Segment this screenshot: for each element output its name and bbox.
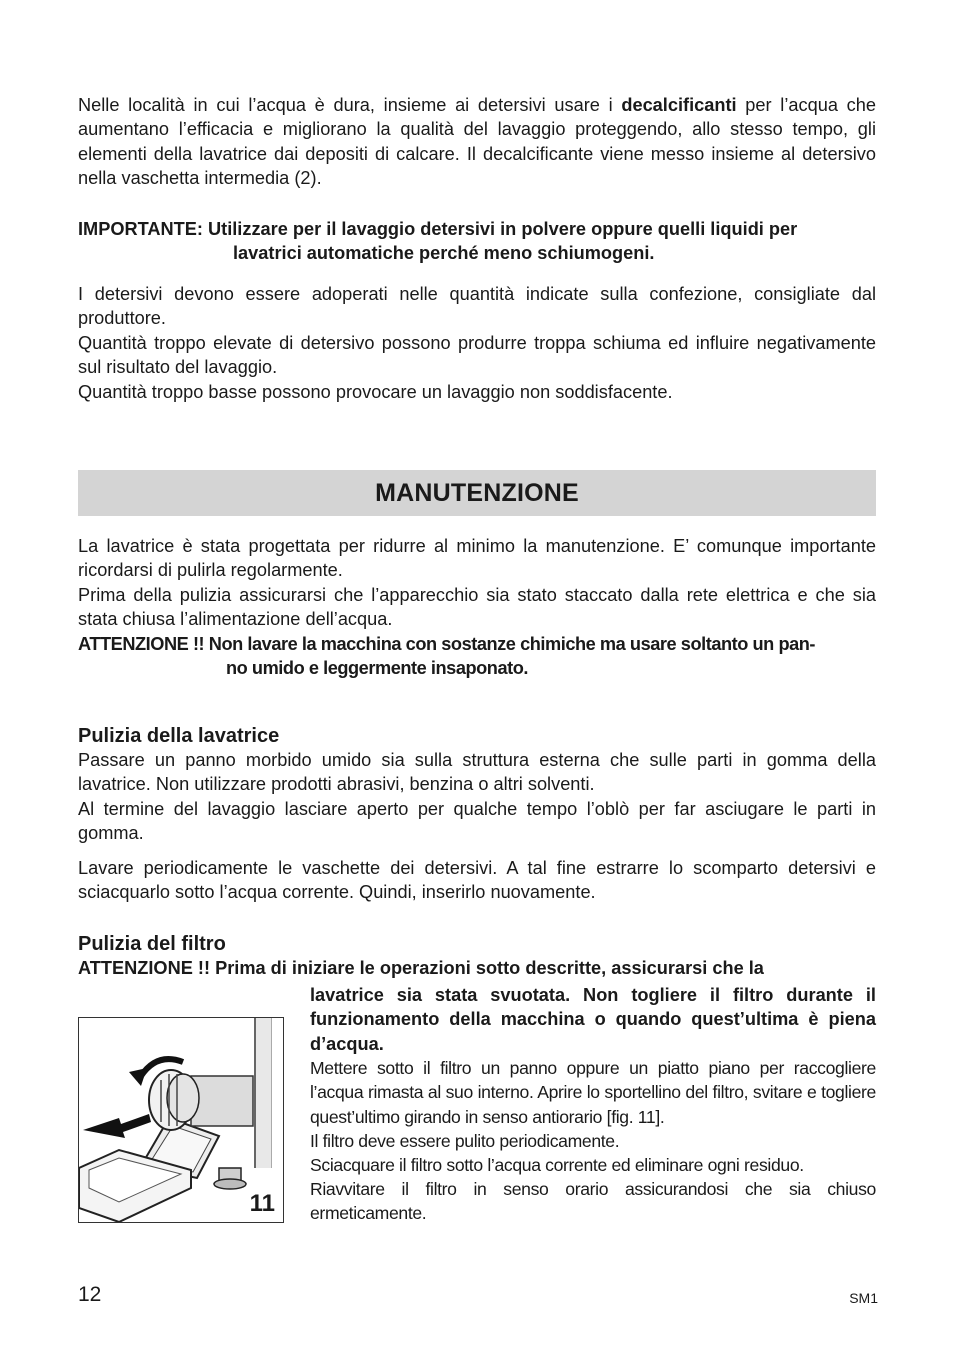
maintenance-p1: La lavatrice è stata progettata per ridurre al minimo la manutenzione. E’ comunque importante ricordarsi di pulirla regolarmente. xyxy=(78,536,876,581)
cleaning-p2: Al termine del lavaggio lasciare aperto per qualche tempo l’oblò per far asciugare le parti in gomma. xyxy=(78,798,876,844)
filter-text-column xyxy=(310,983,876,1226)
document-code: SM1 xyxy=(849,1290,878,1306)
quantity-paragraph xyxy=(78,282,876,404)
maintenance-intro xyxy=(78,534,876,680)
intro-bold-term: decalcificanti xyxy=(621,95,737,115)
filter-heading: Pulizia del filtro xyxy=(78,933,226,955)
filter-section-heading-wrap xyxy=(78,932,876,980)
filter-warning-line1 xyxy=(78,956,876,980)
quantity-line1: I detersivi devono essere adoperati nelle quantità indicate sulla confezione, consigliate dal produttore. xyxy=(78,284,876,329)
intro-text-b: per l’acqua che aumentano l’efficacia e migliorano la qualità del lavaggio proteggendo, allo stesso tempo, gli elementi della lavatrice dai depositi di calcare. Il decalcificante viene messo insieme al detersivo nella vaschetta intermedia (2). xyxy=(78,95,876,189)
section-title: MANUTENZIONE xyxy=(375,478,579,507)
cleaning-p3: Lavare periodicamente le vaschette dei detersivi. A tal fine estrarre lo scomparto detersivi e sciacquarlo sotto l’acqua corrente. Quindi, inserirlo nuovamente. xyxy=(78,857,876,903)
filter-p3: Sciacquare il filtro sotto l’acqua corrente ed eliminare ogni residuo. xyxy=(310,1155,804,1176)
cleaning-section xyxy=(78,724,876,904)
filter-p2: Il filtro deve essere pulito periodicamente. xyxy=(310,1130,620,1151)
intro-paragraph xyxy=(78,93,876,191)
cleaning-heading: Pulizia della lavatrice xyxy=(78,725,280,747)
filter-warning-text1: Prima di iniziare le operazioni sotto descritte, assicurarsi che la xyxy=(210,958,764,978)
cleaning-p1: Passare un panno morbido umido sia sulla struttura esterna che sulle parti in gomma della lavatrice. Non utilizzare prodotti abrasivi, benzina o altri solventi. xyxy=(78,750,876,795)
filter-p4: Riavvitare il filtro in senso orario assicurandosi che sia chiuso ermeticamente. xyxy=(310,1179,876,1224)
intro-text-a: Nelle località in cui l’acqua è dura, insieme ai detersivi usare i xyxy=(78,95,622,115)
warning-label: ATTENZIONE !! xyxy=(78,633,205,654)
figure-number: 11 xyxy=(249,1190,275,1217)
maintenance-warning xyxy=(78,632,876,681)
filter-warning-rest: lavatrice sia stata svuotata. Non togliere il filtro durante il funzionamento della macchina o quando quest’ultima è piena d’acqua. xyxy=(310,985,876,1054)
filter-p1: Mettere sotto il filtro un panno oppure un piatto piano per raccogliere l’acqua rimasta al suo interno. Aprire lo sportellino del filtro, svitare e togliere quest’ultimo girando in senso antiorario [fig. 11]. xyxy=(310,1058,876,1127)
important-line2: lavatrici automatiche perché meno schiumogeni. xyxy=(233,243,655,264)
section-heading-bar xyxy=(78,470,876,516)
maintenance-p2: Prima della pulizia assicurarsi che l’apparecchio sia stato staccato dalla rete elettrica e che sia stata chiusa l’alimentazione dell’acqua. xyxy=(78,584,876,630)
filter-figure xyxy=(78,1017,284,1223)
important-note xyxy=(78,217,876,266)
quantity-line3: Quantità troppo basse possono provocare un lavaggio non soddisfacente. xyxy=(78,381,673,402)
page-number: 12 xyxy=(78,1283,102,1306)
filter-warning-label: ATTENZIONE !! xyxy=(78,958,211,978)
important-label: IMPORTANTE: xyxy=(78,219,203,239)
important-line1: Utilizzare per il lavaggio detersivi in polvere oppure quelli liquidi per xyxy=(202,219,798,239)
warning-line2: no umido e leggermente insaponato. xyxy=(226,658,529,679)
quantity-line2: Quantità troppo elevate di detersivo possono produrre troppa schiuma ed influire negativamente sul risultato del lavaggio. xyxy=(78,332,876,378)
warning-line1: Non lavare la macchina con sostanze chimiche ma usare soltanto un pan- xyxy=(204,633,816,654)
